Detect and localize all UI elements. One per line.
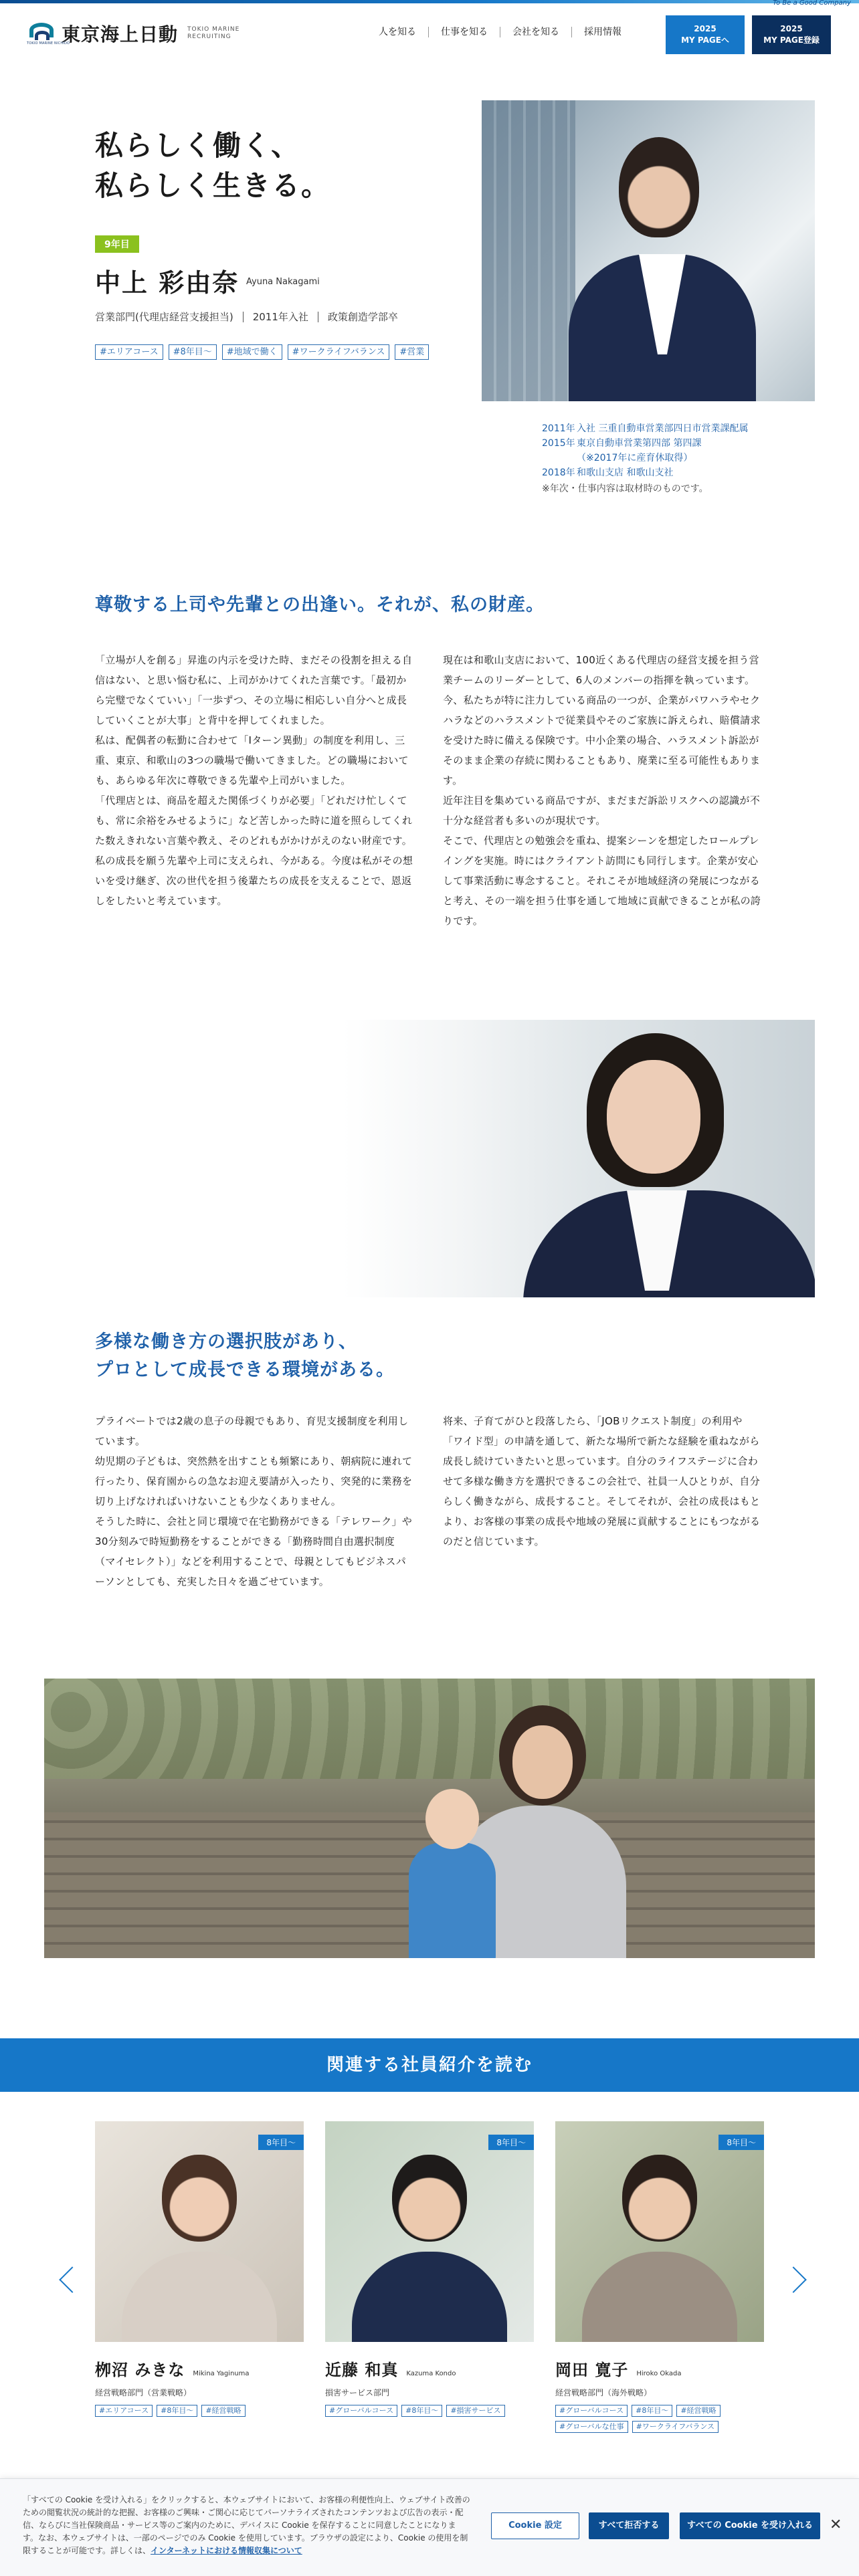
section1-heading: 尊敬する上司や先輩との出逢い。それが、私の財産。 — [95, 595, 545, 615]
related-employee-roman: Hiroko Okada — [636, 2370, 682, 2377]
related-heading: 関連する社員紹介を読む — [0, 2038, 859, 2092]
carousel-next-arrow-icon[interactable] — [787, 2264, 807, 2297]
cookie-accept-button[interactable]: すべての Cookie を受け入れる — [680, 2512, 820, 2539]
nav-company[interactable]: 会社を知る — [500, 27, 572, 37]
related-tag-list — [325, 2405, 534, 2417]
tag-link[interactable]: #8年目〜 — [401, 2405, 442, 2417]
tag-link[interactable]: #8年目〜 — [632, 2405, 672, 2417]
top-stripe — [0, 0, 859, 7]
tag-link[interactable]: #ワークライフバランス — [632, 2421, 719, 2433]
section2-heading: 多様な働き方の選択肢があり、 プロとして成長できる環境がある。 — [95, 1331, 395, 1380]
logo-wordmark: 東京海上日動 — [62, 23, 179, 45]
cookie-settings-button[interactable]: Cookie 設定 — [491, 2512, 579, 2539]
employee-faculty: 政策創造学部卒 — [318, 312, 407, 322]
brand-stripe — [0, 0, 859, 3]
nav-work[interactable]: 仕事を知る — [429, 27, 500, 37]
cookie-banner — [0, 2478, 859, 2576]
section1-left-text: 「立場が人を創る」昇進の内示を受けた時、まだその役割を担える自信はない、と思い悩む私に、上司がかけてくれた言葉です。「最初から完璧でなくていい」「一歩ずつ、その立場に相応しい自分へと成長していくことが大事」と背中を押してくれました。 私は、配偶者の転勤に合わせて「Iターン異動」の制度を利用し、三重、東京、和歌山の3つの職場で働いてきました。どの職場においても、あらゆる年次に尊敬できる先輩や上司がいました。 「代理店とは、商品を超えた関係づくりが必要」「どれだけ忙しくても、常に余裕をみせるように」など苦しかった時に道を照らしてくれた数えきれない言葉や教え、そのどれもがかけがえのない財産です。 私の成長を願う先輩や上司に支えられ、今がある。今度は私がその想いを受け継ぎ、次の世代を担う後輩たちの成長を支えることで、恩返しをしたいと考えています。 — [95, 654, 413, 907]
history-row: 2018年 和歌山支店 和歌山支社 — [542, 467, 674, 478]
employee-department: 営業部門(代理店経営支援担当) — [95, 311, 233, 323]
nav-recruit-info[interactable]: 採用情報 — [584, 27, 622, 37]
related-employee-name: 近藤 和真 — [325, 2361, 399, 2379]
tag-link[interactable]: #ワークライフバランス — [288, 344, 390, 360]
year-badge: 8年目〜 — [488, 2135, 534, 2150]
related-employee-card[interactable] — [95, 2121, 304, 2417]
cookie-reject-button[interactable]: すべて拒否する — [589, 2512, 669, 2539]
career-history — [542, 421, 748, 496]
related-tag-list — [555, 2405, 764, 2433]
related-employee-dept: 経営戦略部門（営業戦略） — [95, 2388, 192, 2397]
employee-name-roman: Ayuna Nakagami — [246, 277, 320, 287]
related-employee-dept: 損害サービス部門 — [325, 2388, 390, 2397]
hero-title: 私らしく働く、 私らしく生きる。 — [95, 129, 331, 202]
tag-link[interactable]: #エリアコース — [95, 344, 163, 360]
related-employee-roman: Kazuma Kondo — [406, 2370, 456, 2377]
year-badge: 8年目〜 — [719, 2135, 764, 2150]
logo-subtitle: TOKIO MARINE RECRUITING — [187, 26, 240, 40]
mypage-login-button[interactable]: 2025 MY PAGEへ — [666, 15, 745, 54]
related-employee-name: 栁沼 みきな — [95, 2361, 185, 2379]
interview-photo — [343, 1020, 815, 1297]
hero-portrait-photo — [482, 100, 815, 401]
site-header — [0, 7, 859, 62]
related-employee-card[interactable] — [325, 2121, 534, 2417]
tag-link[interactable]: #8年目〜 — [157, 2405, 197, 2417]
related-employee-photo — [325, 2121, 534, 2342]
hero-tag-list — [95, 344, 443, 360]
related-employee-name: 岡田 寛子 — [555, 2361, 629, 2379]
related-employee-photo — [95, 2121, 304, 2342]
cookie-policy-link[interactable]: インターネットにおける情報収集について — [151, 2546, 302, 2555]
section2-right-text: 将来、子育てがひと段落したら、「JOBリクエスト制度」の利用や「ワイド型」の申請を通して、新たな場所で新たな経験を重ねながら成長し続けていきたいと思っています。自分のライフステージに合わせて多様な働き方を選択できるこの会社で、社員一人ひとりが、自分らしく働きながら、成長すること。そしてそれが、会社の成長はもとより、お客様の事業の成長や地域の発展に貢献することにもつながるのだと信じています。 — [443, 1415, 761, 1547]
history-row: 2015年 東京自動車営業第四部 第四課 — [542, 438, 702, 449]
family-photo — [44, 1679, 815, 1958]
carousel-prev-arrow-icon[interactable] — [52, 2264, 72, 2297]
year-badge: 9年目 — [95, 235, 139, 253]
related-tag-list — [95, 2405, 304, 2417]
tokio-marine-logo-icon: TOKIO MARINE NICHIDO — [28, 20, 55, 47]
tag-link[interactable]: #グローバルコース — [555, 2405, 628, 2417]
tag-link[interactable]: #損害サービス — [446, 2405, 504, 2417]
tag-link[interactable]: #営業 — [395, 344, 429, 360]
history-row: 2011年 入社 三重自動車営業部四日市営業課配属 — [542, 423, 749, 434]
tag-link[interactable]: #グローバルコース — [325, 2405, 397, 2417]
history-row: （※2017年に産育休取得） — [577, 453, 693, 463]
tag-link[interactable]: #経営戦略 — [201, 2405, 245, 2417]
site-logo[interactable] — [28, 20, 240, 47]
corporate-tagline: To Be a Good Company — [773, 0, 851, 7]
section2-left-text: プライベートでは2歳の息子の母親でもあり、育児支援制度を利用しています。 幼児期の子どもは、突然熱を出すことも頻繁にあり、朝病院に連れて行ったり、保育園からの急なお迎え要請が入ったり、突発的に業務を切り上げなければいけないことも少なくありません。 そうした時に、会社と同じ環境で在宅勤務ができる「テレワーク」や30分刻みで時短勤務をすることができる「勤務時間自由選択制度（マイセレクト）」などを利用することで、母親としてもビジネスパーソンとしても、充実した日々を過ごせています。 — [95, 1415, 413, 1588]
related-employee-photo — [555, 2121, 764, 2342]
cookie-text: 「すべての Cookie を受け入れる」をクリックすると、本ウェブサイトにおいて、お客様の利便性向上、ウェブサイト改善のための閲覧状況の統計的な把握、お客様のご興味・ご関心に応じてパーソナライズされたコンテンツおよび広告の表示・配信、ならびに当社保険商品・サービス等のご案内のために、デバイスに Cookie を保存することに同意したことになります。なお、本ウェブサイトは、一部のページでのみ Cookie を使用しています。ブラウザの設定により、Cookie の使用を制限することが可能です。詳しくは、インターネットにおける情報収集について — [23, 2495, 470, 2555]
tag-link[interactable]: #エリアコース — [95, 2405, 153, 2417]
tag-link[interactable]: #地域で働く — [222, 344, 282, 360]
nav-people[interactable]: 人を知る — [367, 27, 429, 37]
tag-link[interactable]: #グローバルな仕事 — [555, 2421, 628, 2433]
year-badge: 8年目〜 — [258, 2135, 304, 2150]
history-note: ※年次・仕事内容は取材時のものです。 — [542, 484, 708, 494]
employee-meta — [95, 312, 407, 322]
tag-link[interactable]: #8年目〜 — [169, 344, 217, 360]
related-employee-card[interactable] — [555, 2121, 764, 2433]
section1-right-text: 現在は和歌山支店において、100近くある代理店の経営支援を担う営業チームのリーダーとして、6人のメンバーの指揮を執っています。今、私たちが特に注力している商品の一つが、企業がパワハラやセクハラなどのハラスメントで従業員やそのご家族に訴えられ、賠償請求を受けた時に備える保険です。中小企業の場合、ハラスメント訴訟がそのまま企業の存続に関わることもあり、廃業に至る可能性もあります。 近年注目を集めている商品ですが、まだまだ訴訟リスクへの認識が不十分な経営者も多いのが現状です。 そこで、代理店との勉強会を重ね、提案シーンを想定したロールプレイングを実施。時にはクライアント訪問にも同行します。企業が安心して事業活動に専念すること。それこそが地域経済の発展につながると考え、その一端を担う仕事を通して地域に貢献できることが私の誇りです。 — [443, 654, 761, 927]
employee-name: 中上 彩由奈 — [95, 268, 240, 298]
employee-join-year: 2011年入社 — [243, 312, 318, 322]
close-icon[interactable]: ✕ — [830, 2516, 842, 2533]
main-nav — [367, 27, 634, 37]
tag-link[interactable]: #経営戦略 — [676, 2405, 720, 2417]
related-employee-roman: Mikina Yaginuma — [193, 2370, 250, 2377]
mypage-register-button[interactable]: 2025 MY PAGE登録 — [752, 15, 831, 54]
related-employee-dept: 経営戦略部門（海外戦略） — [555, 2388, 652, 2397]
